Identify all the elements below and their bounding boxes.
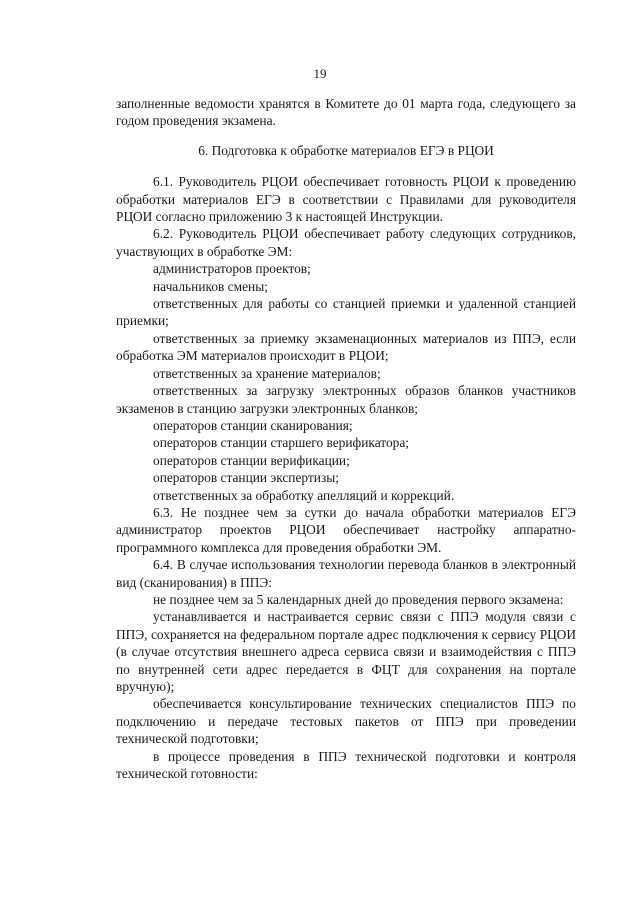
paragraph-6-4-item: устанавливается и настраивается сервис связи с ППЭ модуля связи с ППЭ, сохраняется на федеральном портале адрес подключения к сервису РЦОИ (в случае отсутствия внешнего адреса сервиса связи и взаимодействия с ППЭ по внутренней сети адрес передается в ФЦТ для сохранения на портале вручную); bbox=[116, 609, 576, 694]
staff-item: операторов станции экспертизы; bbox=[153, 470, 339, 486]
staff-item: ответственных за приемку экзаменационных материалов из ППЭ, если обработка ЭМ материалов происходит в РЦОИ; bbox=[116, 330, 576, 364]
paragraph-6-4-item: в процессе проведения в ППЭ технической подготовки и контроля технической готовности: bbox=[116, 748, 576, 782]
paragraph-6-4-item: обеспечивается консультирование технических специалистов ППЭ по подключению и передаче тестовых пакетов от ППЭ при проведении технической подготовки; bbox=[116, 696, 576, 747]
page-number: 19 bbox=[313, 66, 327, 81]
staff-item: начальников смены; bbox=[153, 278, 268, 294]
staff-item: ответственных за загрузку электронных образов бланков участников экзаменов в станцию загрузки электронных бланков; bbox=[116, 383, 576, 416]
staff-item: операторов станции сканирования; bbox=[153, 417, 353, 433]
paragraph-6-3: 6.3. Не позднее чем за сутки до начала обработки материалов ЕГЭ администратор проектов РЦОИ обеспечивает настройку аппаратно-программного комплекса для проведения обработки ЭМ. bbox=[116, 504, 576, 555]
section-heading: 6. Подготовка к обработке материалов ЕГЭ в РЦОИ bbox=[198, 142, 494, 158]
paragraph-6-4: 6.4. В случае использования технологии перевода бланков в электронный вид (сканирования) в ППЭ: bbox=[116, 557, 576, 590]
staff-item: администраторов проектов; bbox=[153, 261, 311, 277]
staff-item: ответственных за обработку апелляций и коррекций. bbox=[153, 487, 455, 503]
document-body bbox=[116, 95, 576, 782]
paragraph-6-1: 6.1. Руководитель РЦОИ обеспечивает готовность РЦОИ к проведению обработки материалов ЕГЭ в соответствии с Правилами для руководителя РЦОИ согласно приложению 3 к настоящей Инструкции. bbox=[116, 174, 576, 225]
paragraph-6-2: 6.2. Руководитель РЦОИ обеспечивает работу следующих сотрудников, участвующих в обработке ЭМ: bbox=[116, 226, 576, 259]
staff-item: операторов станции верификации; bbox=[153, 452, 350, 468]
intro-paragraph: заполненные ведомости хранятся в Комитете до 01 марта года, следующего за годом проведения экзамена. bbox=[116, 96, 576, 129]
paragraph-6-4-item: не позднее чем за 5 календарных дней до проведения первого экзамена: bbox=[153, 591, 564, 607]
staff-item: ответственных за хранение материалов; bbox=[153, 365, 381, 381]
staff-item: операторов станции старшего верификатора; bbox=[153, 435, 410, 451]
staff-item: ответственных для работы со станцией приемки и удаленной станцией приемки; bbox=[116, 296, 576, 329]
